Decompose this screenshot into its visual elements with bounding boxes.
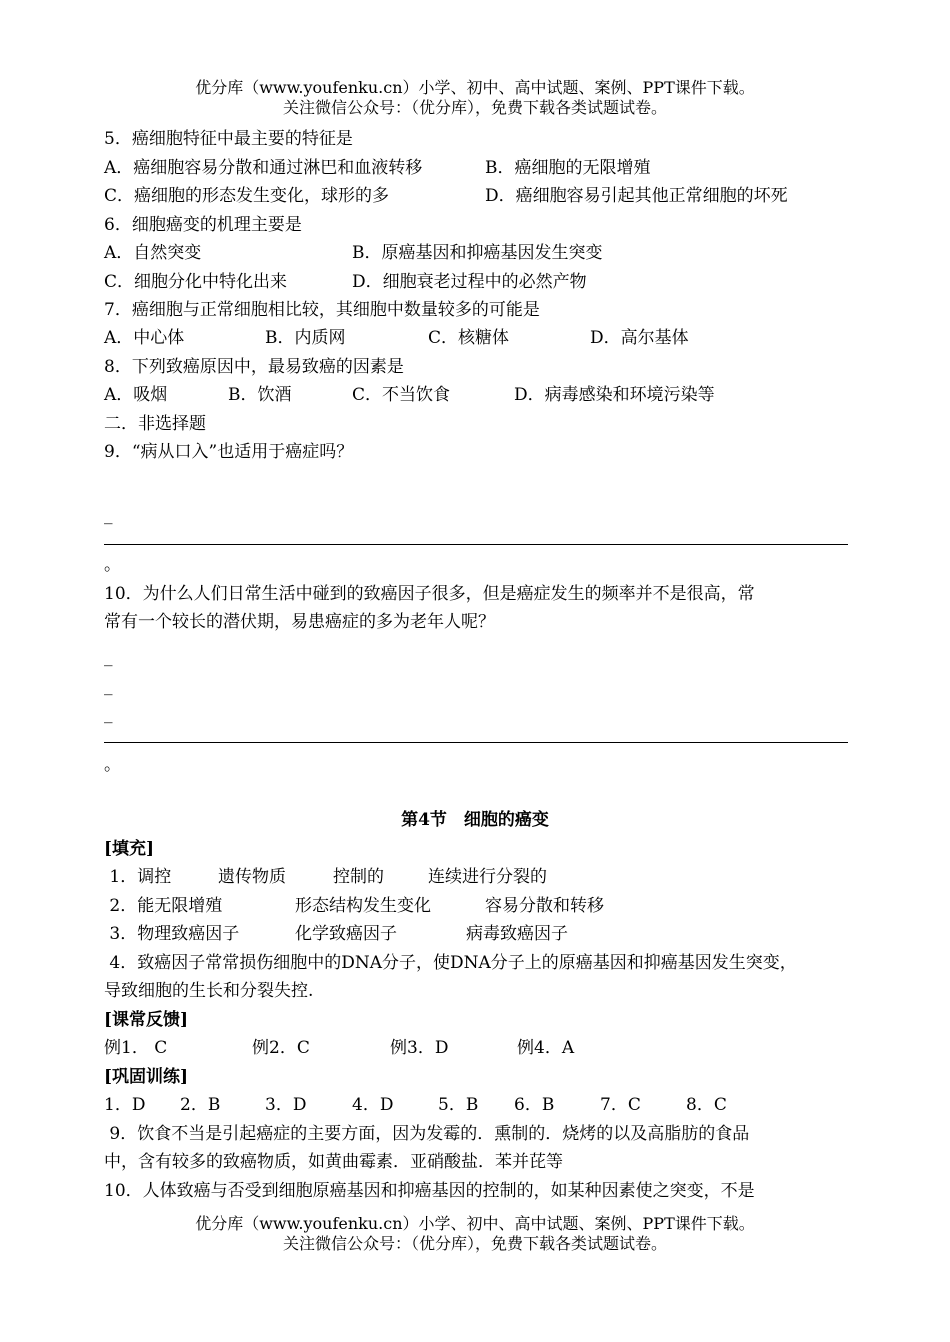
practice-item-4: 4．D bbox=[352, 1095, 394, 1115]
q7-option-a: A．中心体 bbox=[104, 328, 185, 348]
q6-option-a: A．自然突变 bbox=[104, 243, 202, 263]
fill-2-item-1: 2．能无限增殖 bbox=[104, 896, 223, 916]
feedback-item-2: 例2．C bbox=[252, 1038, 310, 1058]
fill-1-item-1: 1．调控 bbox=[104, 867, 172, 887]
practice-item-1: 1．D bbox=[104, 1095, 146, 1115]
q7-option-b: B．内质网 bbox=[265, 328, 346, 348]
section-non-choice: 二．非选择题 bbox=[104, 414, 206, 434]
answer-10-line-1: 10．人体致癌与否受到细胞原癌基因和抑癌基因的控制的，如某种因素使之突变，不是 bbox=[104, 1181, 755, 1201]
q10-answer-line bbox=[104, 742, 848, 743]
q8-option-c: C．不当饮食 bbox=[352, 385, 451, 405]
practice-item-7: 7．C bbox=[600, 1095, 641, 1115]
q9-stem: 9．“病从口入”也适用于癌症吗？ bbox=[104, 442, 354, 462]
fill-3-item-2: 化学致癌因子 bbox=[295, 924, 397, 944]
q8-option-a: A．吸烟 bbox=[104, 385, 168, 405]
q5-option-a: A．癌细胞容易分散和通过淋巴和血液转移 bbox=[104, 158, 423, 178]
q5-option-b: B．癌细胞的无限增殖 bbox=[485, 158, 651, 178]
fill-4-line-2: 导致细胞的生长和分裂失控. bbox=[104, 981, 314, 1001]
q8-option-d: D．病毒感染和环境污染等 bbox=[514, 385, 715, 405]
header-line-2: 关注微信公众号：（优分库），免费下载各类试题试卷。 bbox=[282, 98, 667, 117]
q10-blank-1: _ bbox=[104, 647, 113, 667]
header-line-1: 优分库（www.youfenku.cn）小学、初中、高中试题、案例、PPT课件下载。 bbox=[195, 78, 755, 97]
q10-stem-line-1: 10．为什么人们日常生活中碰到的致癌因子很多，但是癌症发生的频率并不是很高，常 bbox=[104, 584, 755, 604]
q10-blank-2: _ bbox=[104, 676, 113, 696]
fill-4-line-1: 4．致癌因子常常损伤细胞中的DNA分子，使DNA分子上的原癌基因和抑癌基因发生突变， bbox=[104, 953, 797, 973]
q10-stem-line-2: 常有一个较长的潜伏期，易患癌症的多为老年人呢？ bbox=[104, 612, 495, 632]
practice-item-3: 3．D bbox=[265, 1095, 307, 1115]
answer-9-line-2: 中，含有较多的致癌物质，如黄曲霉素．亚硝酸盐．苯并芘等 bbox=[104, 1152, 563, 1172]
fill-1-item-2: 遗传物质 bbox=[218, 867, 286, 887]
q5-option-d: D．癌细胞容易引起其他正常细胞的坏死 bbox=[485, 186, 788, 206]
q9-answer-line bbox=[104, 544, 848, 545]
fill-2-item-3: 容易分散和转移 bbox=[485, 896, 604, 916]
q9-blank: _ bbox=[104, 505, 113, 525]
q6-option-c: C．细胞分化中特化出来 bbox=[104, 272, 288, 292]
q7-option-d: D．高尔基体 bbox=[590, 328, 689, 348]
q7-stem: 7．癌细胞与正常细胞相比较，其细胞中数量较多的可能是 bbox=[104, 300, 540, 320]
fill-3-item-3: 病毒致癌因子 bbox=[466, 924, 568, 944]
q8-option-b: B．饮酒 bbox=[228, 385, 292, 405]
fill-3-item-1: 3．物理致癌因子 bbox=[104, 924, 240, 944]
footer-line-1: 优分库（www.youfenku.cn）小学、初中、高中试题、案例、PPT课件下载。 bbox=[195, 1214, 755, 1233]
fill-2-item-2: 形态结构发生变化 bbox=[295, 896, 431, 916]
fill-heading: [填充] bbox=[104, 839, 155, 859]
q10-end-mark: 。 bbox=[104, 755, 121, 775]
answer-9-line-1: 9．饮食不当是引起癌症的主要方面，因为发霉的．熏制的．烧烤的以及高脂肪的食品 bbox=[104, 1124, 750, 1144]
feedback-item-1: 例1． C bbox=[104, 1038, 168, 1058]
q6-stem: 6．细胞癌变的机理主要是 bbox=[104, 215, 302, 235]
feedback-item-3: 例3．D bbox=[390, 1038, 449, 1058]
q10-blank-3: _ bbox=[104, 704, 113, 724]
q5-stem: 5．癌细胞特征中最主要的特征是 bbox=[104, 129, 353, 149]
q6-option-d: D．细胞衰老过程中的必然产物 bbox=[352, 272, 587, 292]
feedback-item-4: 例4．A bbox=[517, 1038, 575, 1058]
practice-heading: [巩固训练] bbox=[104, 1067, 189, 1087]
q5-option-c: C．癌细胞的形态发生变化，球形的多 bbox=[104, 186, 390, 206]
q6-option-b: B．原癌基因和抑癌基因发生突变 bbox=[352, 243, 603, 263]
practice-item-8: 8．C bbox=[686, 1095, 727, 1115]
fill-1-item-3: 控制的 bbox=[333, 867, 384, 887]
fill-1-item-4: 连续进行分裂的 bbox=[428, 867, 547, 887]
q8-stem: 8．下列致癌原因中，最易致癌的因素是 bbox=[104, 357, 404, 377]
practice-item-6: 6．B bbox=[514, 1095, 555, 1115]
practice-item-5: 5．B bbox=[438, 1095, 479, 1115]
practice-item-2: 2．B bbox=[180, 1095, 221, 1115]
answers-title: 第4节 细胞的癌变 bbox=[401, 810, 549, 830]
footer-line-2: 关注微信公众号：（优分库），免费下载各类试题试卷。 bbox=[282, 1234, 667, 1253]
q7-option-c: C．核糖体 bbox=[428, 328, 510, 348]
feedback-heading: [课常反馈] bbox=[104, 1010, 189, 1030]
q9-end-mark: 。 bbox=[104, 555, 121, 575]
